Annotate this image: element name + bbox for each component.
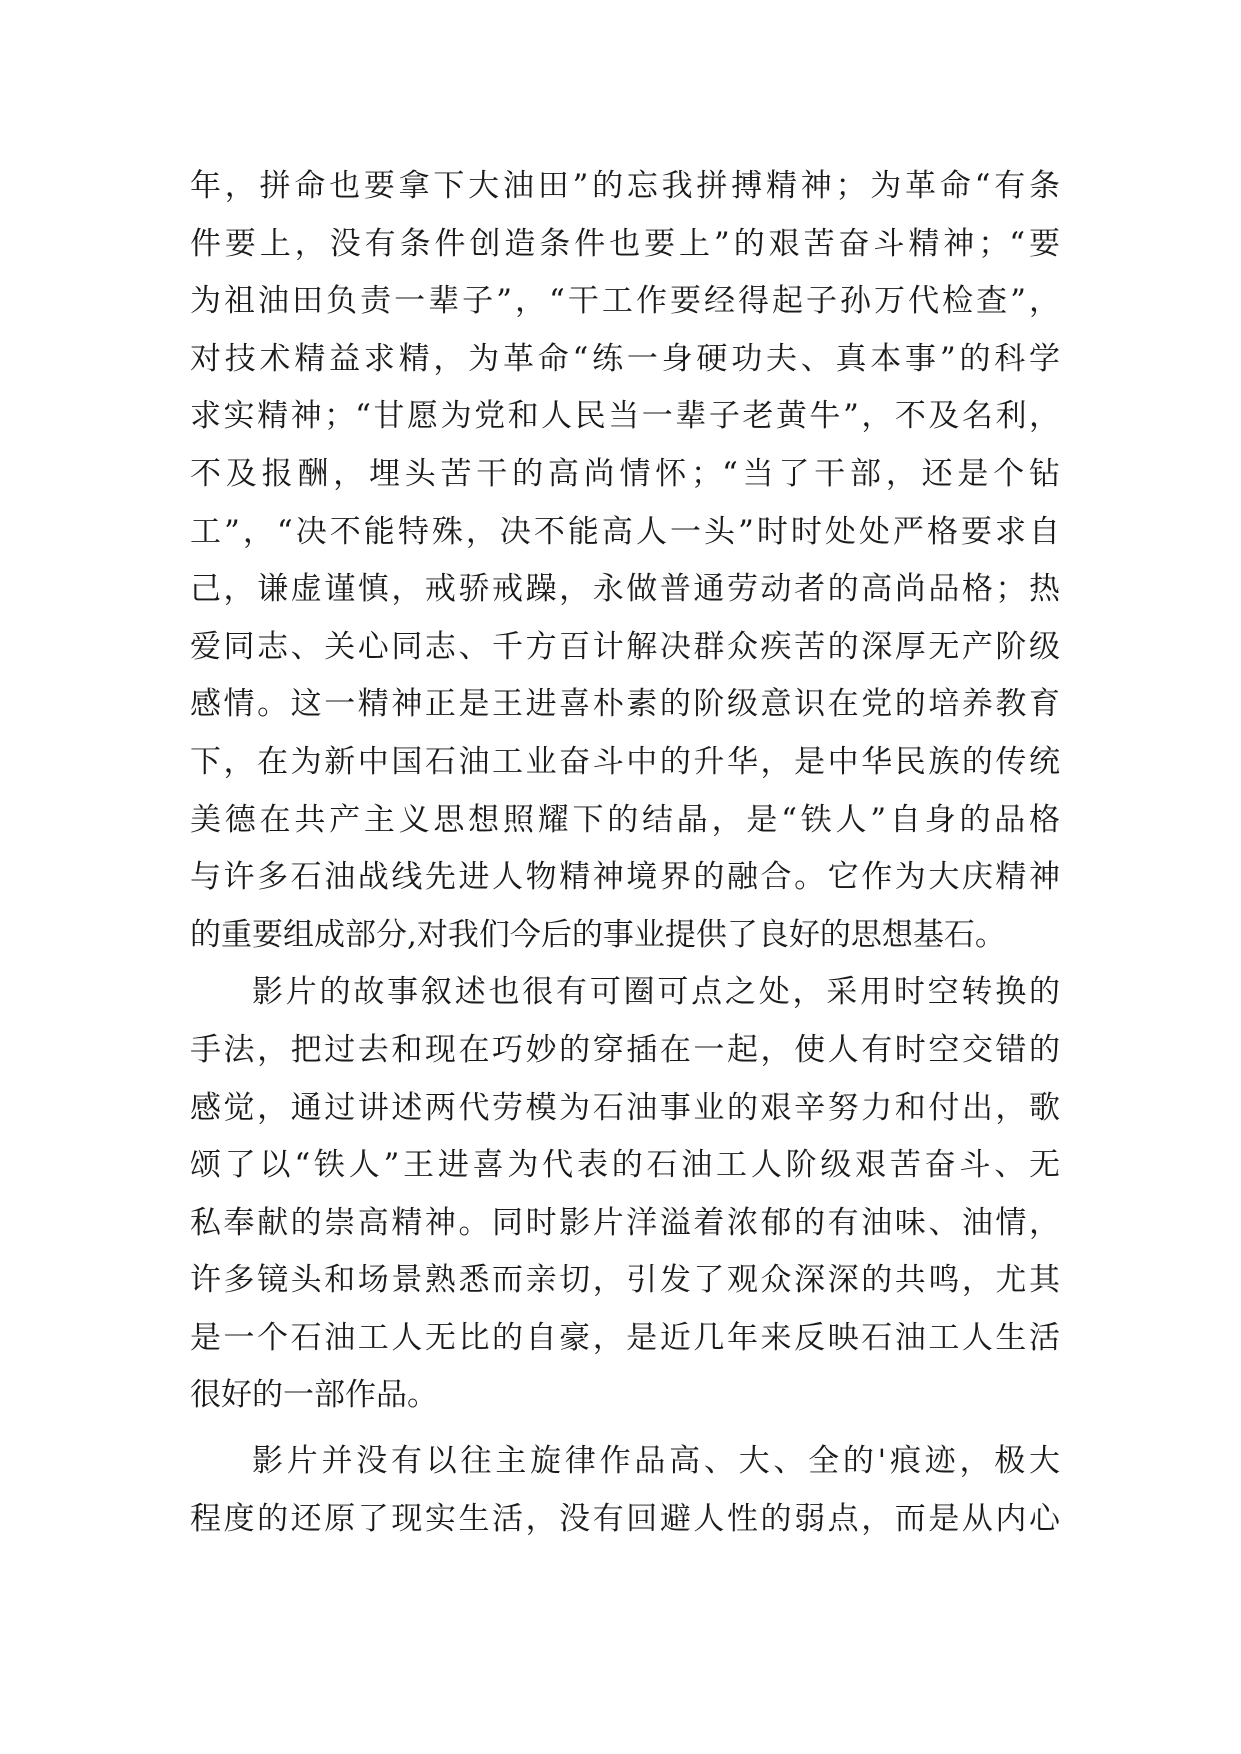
text-line: 爱同志、关心同志、千方百计解决群众疾苦的深厚无产阶级 [190, 628, 1060, 665]
text-line: 求实精神；“甘愿为党和人民当一辈子老黄牛”，不及名利， [190, 398, 1060, 435]
text-line: 件要上，没有条件创造条件也要上”的艰苦奋斗精神；“要 [190, 225, 1060, 262]
text-line: 工”，“决不能特殊，决不能高人一头”时时处处严格要求自 [190, 513, 1060, 550]
text-line: 为祖油田负责一辈子”，“干工作要经得起子孙万代检查”， [190, 283, 1060, 320]
text-line: 颂了以“铁人”王进喜为代表的石油工人阶级艰苦奋斗、无 [190, 1147, 1060, 1184]
text-line: 程度的还原了现实生活，没有回避人性的弱点，而是从内心 [190, 1500, 1060, 1537]
text-line: 不及报酬，埋头苦干的高尚情怀；“当了干部，还是个钻 [190, 455, 1060, 492]
text-line: 己，谦虚谨慎，戒骄戒躁，永做普通劳动者的高尚品格；热 [190, 571, 1060, 608]
text-line: 感觉，通过讲述两代劳模为石油事业的艰辛努力和付出，歌 [190, 1089, 1060, 1126]
text-line: 影片并没有以往主旋律作品高、大、全的'痕迹，极大 [252, 1443, 1060, 1480]
paragraph-3 [190, 1433, 1060, 1548]
paragraph-2 [190, 964, 1060, 1425]
text-line: 许多镜头和场景熟悉而亲切，引发了观众深深的共鸣，尤其 [190, 1262, 1060, 1299]
paragraph-spacer [190, 1425, 1060, 1433]
paragraph-1 [190, 158, 1060, 964]
text-line: 年，拼命也要拿下大油田”的忘我拼搏精神；为革命“有条 [190, 168, 1060, 204]
text-line: 影片的故事叙述也很有可圈可点之处，采用时空转换的 [252, 974, 1060, 1011]
text-line: 下，在为新中国石油工业奋斗中的升华，是中华民族的传统 [190, 743, 1060, 780]
text-line: 美德在共产主义思想照耀下的结晶，是“铁人”自身的品格 [190, 801, 1060, 838]
text-line: 私奉献的崇高精神。同时影片洋溢着浓郁的有油味、油情， [190, 1204, 1060, 1241]
text-line: 对技术精益求精，为革命“练一身硬功夫、真本事”的科学 [190, 340, 1060, 377]
text-line: 的重要组成部分,对我们今后的事业提供了良好的思想基石。 [190, 916, 1006, 953]
text-line: 与许多石油战线先进人物精神境界的融合。它作为大庆精神 [190, 859, 1060, 896]
text-line: 是一个石油工人无比的自豪，是近几年来反映石油工人生活 [190, 1319, 1060, 1356]
text-line: 手法，把过去和现在巧妙的穿插在一起，使人有时空交错的 [190, 1031, 1060, 1068]
text-line: 感情。这一精神正是王进喜朴素的阶级意识在党的培养教育 [190, 686, 1060, 723]
document-body [190, 158, 1060, 1548]
text-line: 很好的一部作品。 [190, 1377, 438, 1414]
